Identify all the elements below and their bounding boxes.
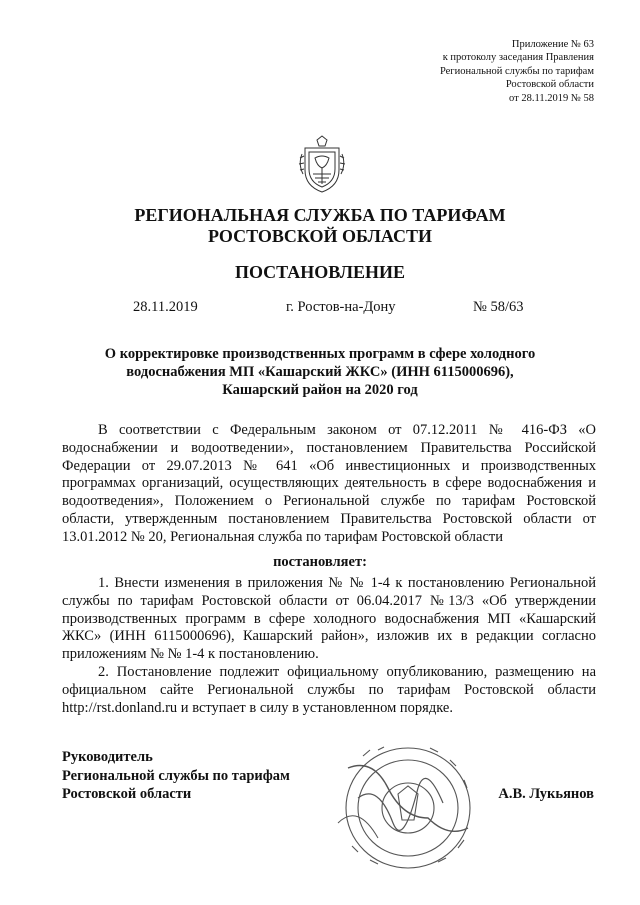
resolution-item-1: 1. Внести изменения в приложения № № 1-4 к постановлению Региональной службы по тарифам Ростовской области от 06.04.2017 №13/3 «Об утверждении производственных программ в сфере холодного водоснабжения МП «Кашарский ЖКС» (ИНН 6115000696), Кашарский район», изложив их в редакции согласно приложениям № № 1-4 к постановлению. <box>62 575 596 663</box>
organization-title-line: РЕГИОНАЛЬНАЯ СЛУЖБА ПО ТАРИФАМ <box>134 205 506 225</box>
resolves-heading: постановляет: <box>273 554 367 570</box>
document-number: № 58/63 <box>473 299 524 315</box>
signer-position-line: Ростовской области <box>62 786 192 802</box>
document-place: г. Ростов-на-Дону <box>286 299 396 315</box>
organization-title-line: РОСТОВСКОЙ ОБЛАСТИ <box>208 226 432 246</box>
subject-line: водоснабжения МП «Кашарский ЖКС» (ИНН 6115000696), <box>126 364 514 380</box>
official-seal-icon <box>318 728 488 878</box>
signer-position <box>62 748 290 804</box>
appendix-line: Приложение № 63 <box>511 39 594 50</box>
signer-position-line: Региональной службы по тарифам <box>62 767 290 784</box>
subject-line: Кашарский район на 2020 год <box>222 382 418 398</box>
appendix-line: к протоколу заседания Правления <box>442 52 594 64</box>
document-subject <box>60 345 580 399</box>
document-type: ПОСТАНОВЛЕНИЕ <box>234 262 406 282</box>
resolution-item-2: 2. Постановление подлежит официальному опубликованию, размещению на официальном сайте Региональной службы по тарифам Ростовской области http://rst.donland.ru и вступает в силу в установленном порядке. <box>62 664 596 716</box>
appendix-note <box>334 38 594 105</box>
appendix-line: Региональной службы по тарифам <box>439 65 594 77</box>
signer-position-line: Руководитель <box>62 749 153 765</box>
organization-title <box>0 205 640 247</box>
document-date: 28.11.2019 <box>133 299 198 315</box>
preamble-paragraph: В соответствии с Федеральным законом от 07.12.2011 № 416-ФЗ «О водоснабжении и водоотведении», постановлением Правительства Российской Федерации от 29.07.2013 № 641 «Об инвестиционных и производственных программах организаций, осуществляющих деятельность в сфере водоснабжения и водоотведения», Положением о Региональной службе по тарифам Ростовской области, утвержденным постановлением Правительства Ростовской области от 13.01.2012 № 20, Региональная служба по тарифам Ростовской области <box>62 422 596 545</box>
appendix-line: Ростовской области <box>505 79 594 91</box>
appendix-line: от 28.11.2019 № 58 <box>509 92 594 104</box>
signer-name: А.В. Лукьянов <box>498 786 594 802</box>
coat-of-arms-icon <box>297 134 347 196</box>
subject-line: О корректировке производственных программ в сфере холодного <box>104 346 536 362</box>
